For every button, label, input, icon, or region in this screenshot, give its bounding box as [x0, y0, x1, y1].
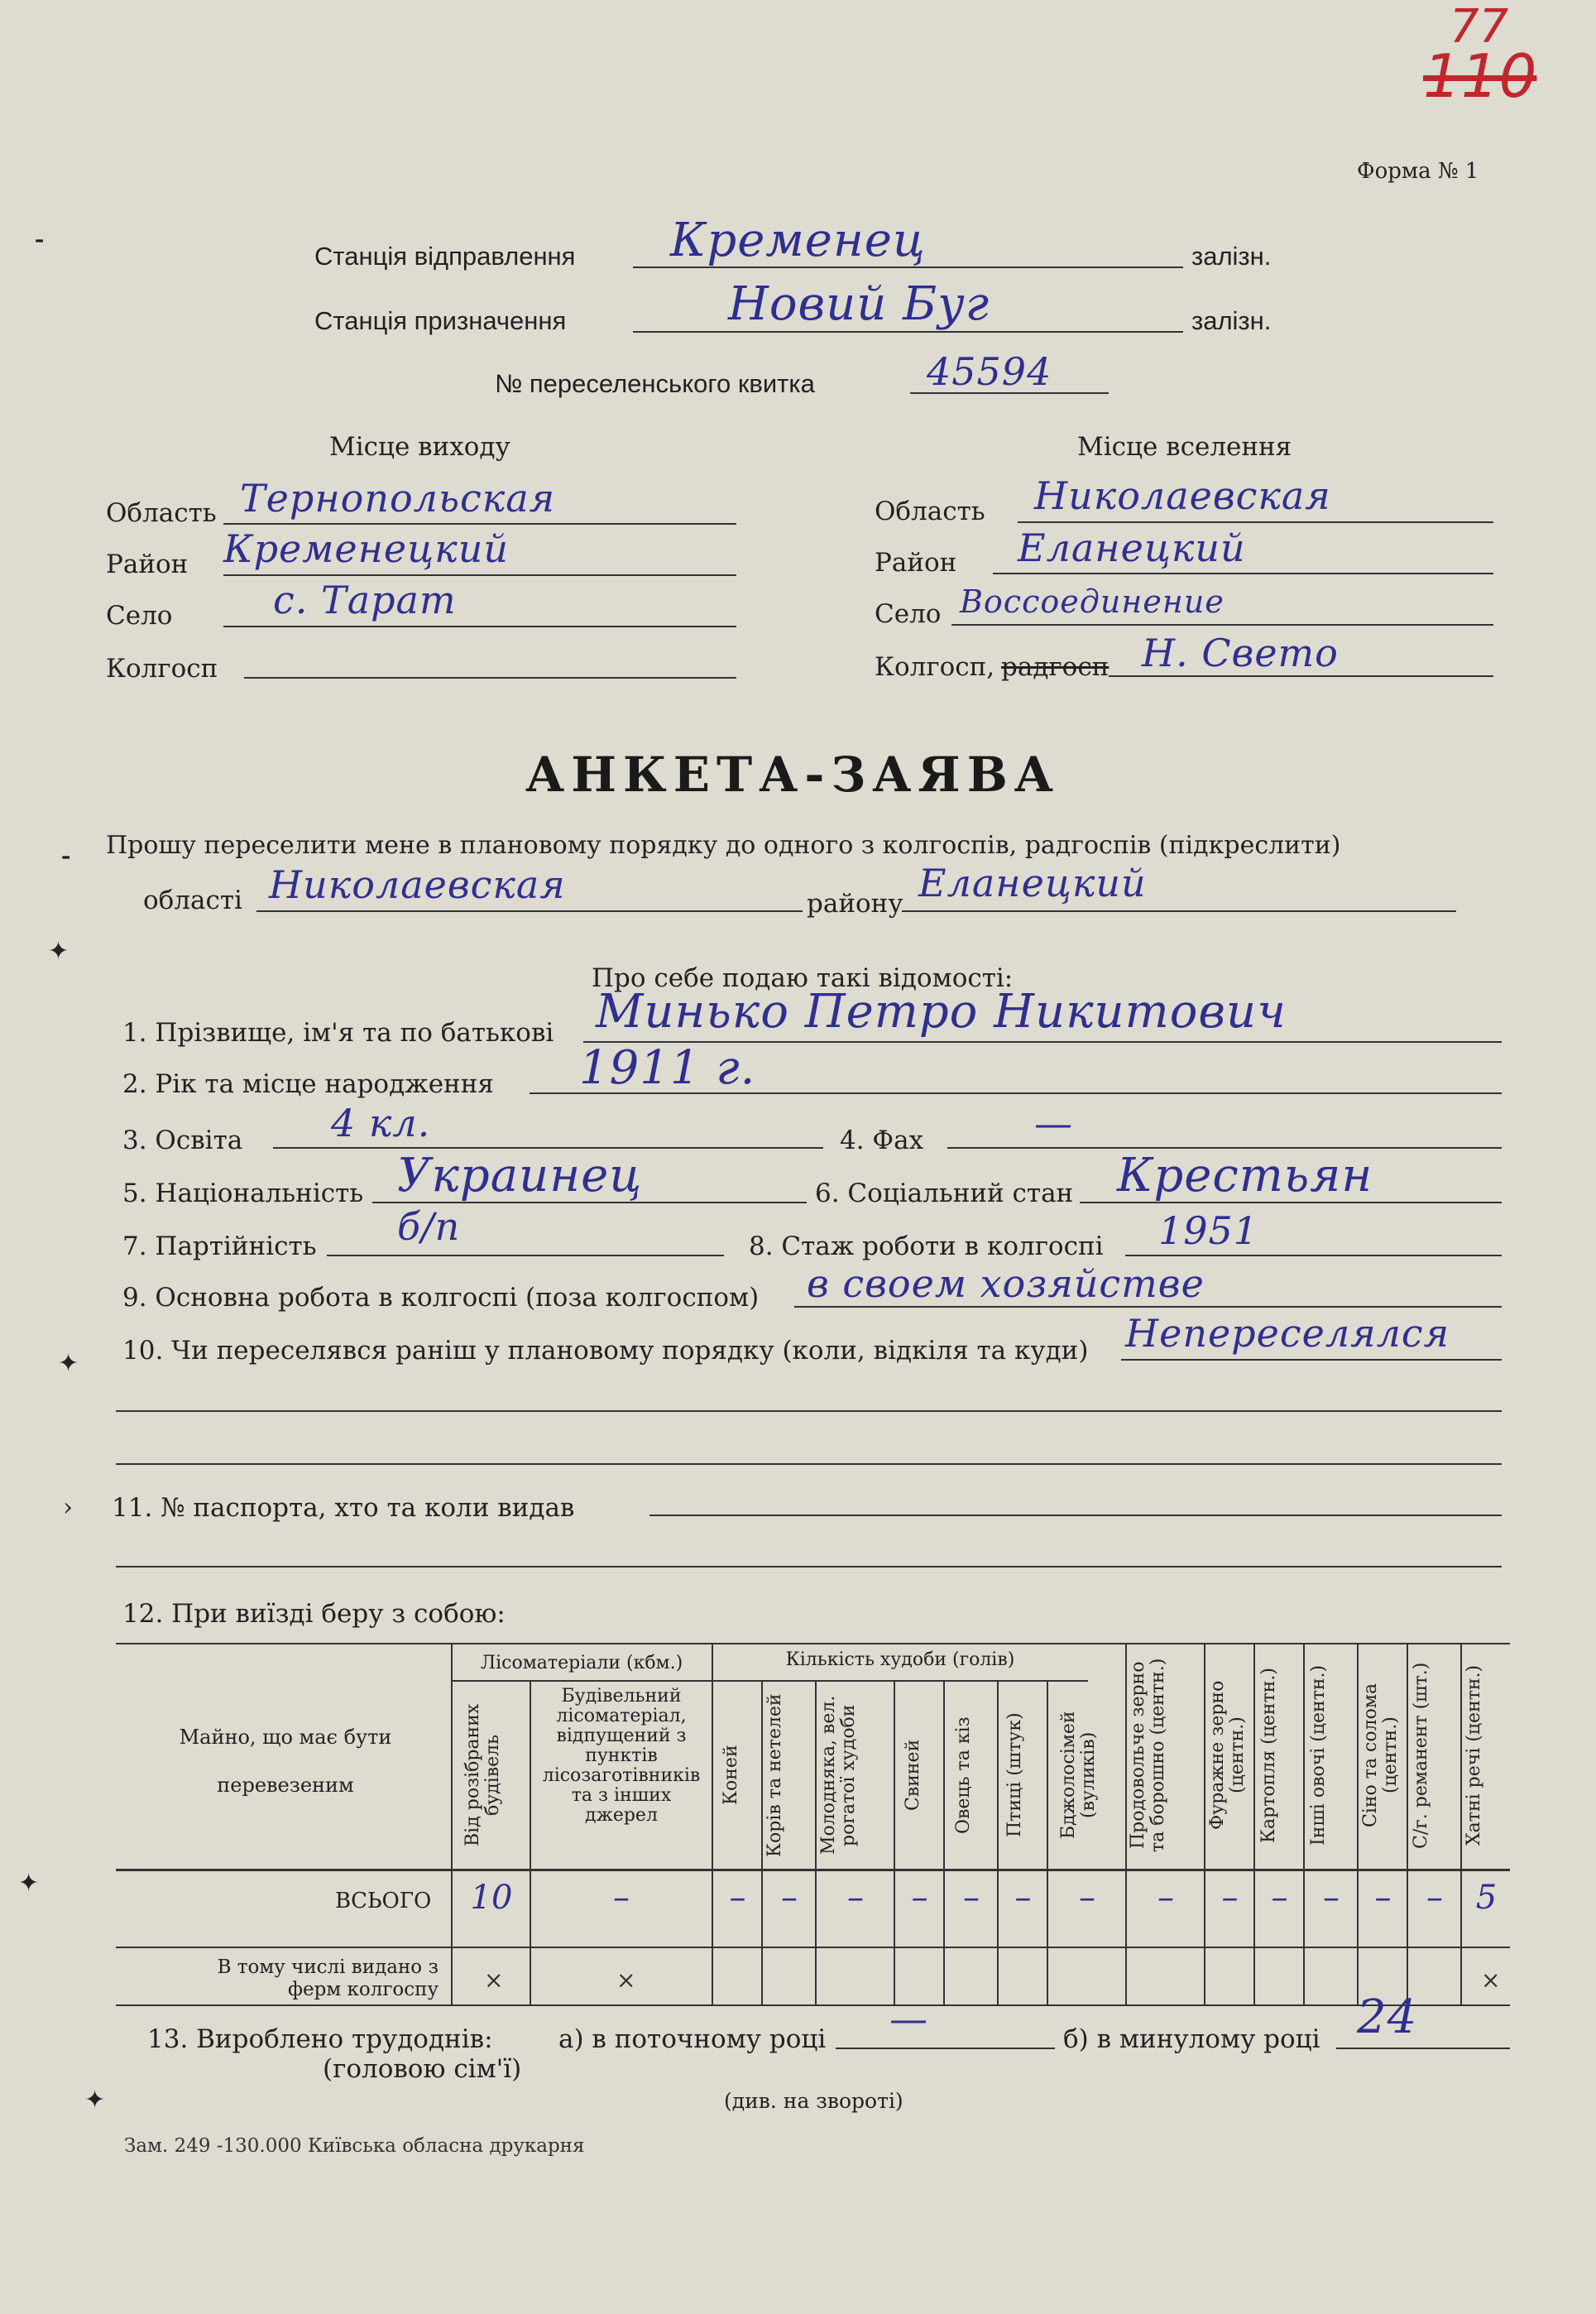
margin-mark: ✦ [18, 1869, 40, 1898]
table-total-cell: – [1079, 1879, 1095, 1917]
workdays-previous-value: 24 [1357, 1990, 1418, 2044]
table-total-cell: – [781, 1879, 798, 1917]
request-oblast-value: Николаевская [269, 862, 566, 907]
table-row-farm-label: В тому числі видано з ферм колгоспу [217, 1956, 439, 2000]
departure-station-label: Станція відправлення [314, 242, 576, 271]
table-total-cell: – [911, 1879, 928, 1917]
field-11-line [649, 1515, 1502, 1516]
origin-selo-label: Село [106, 601, 173, 631]
table-farm-cell: × [616, 1966, 636, 1994]
turn-over-note: (див. на звороті) [724, 2089, 903, 2113]
ticket-label: № переселенського квитка [495, 369, 815, 398]
table-farm-cell: × [1481, 1966, 1501, 1994]
table-vline [1460, 1643, 1462, 2004]
field-12-label: 12. При виїзді беру з собою: [122, 1599, 506, 1629]
margin-mark: ✦ [58, 1349, 79, 1378]
archive-number-crossed: 110 [1423, 41, 1537, 111]
table-total-cell: 5 [1475, 1879, 1498, 1917]
workdays-label: 13. Вироблено трудоднів: [147, 2024, 493, 2054]
table-vline [894, 1680, 895, 2004]
field-1-value: Минько Петро Никитович [596, 985, 1287, 1039]
destination-kolgosp-value: Н. Свето [1142, 631, 1339, 675]
margin-mark: › [63, 1493, 73, 1522]
field-2-label: 2. Рік та місце народження [122, 1069, 494, 1099]
table-total-cell: – [729, 1879, 746, 1917]
field-10-line [1121, 1359, 1502, 1361]
field-5-label: 5. Національність [122, 1179, 364, 1208]
request-rayon-value: Еланецкий [918, 861, 1147, 905]
table-col-14: Сіно та солома (центн.) [1360, 1683, 1401, 1828]
table-vline [1253, 1643, 1255, 2004]
field-11-line-2 [116, 1566, 1502, 1567]
table-vline [1407, 1643, 1408, 2004]
table-vline [1357, 1643, 1359, 2004]
table-header-property: Майно, що має бути перевезеним [179, 1726, 392, 1797]
destination-station-suffix: залізн. [1191, 306, 1272, 335]
table-total-cell: – [963, 1879, 980, 1917]
table-top-border [116, 1643, 1510, 1644]
table-col-8: Птиці (штук) [1004, 1712, 1025, 1838]
field-2-value: 1911 г. [579, 1041, 756, 1095]
field-7-line [327, 1255, 724, 1256]
printer-imprint: Зам. 249 -130.000 Київська обласна друкарня [124, 2135, 585, 2157]
table-total-cell: – [1323, 1879, 1340, 1917]
field-10-label: 10. Чи переселявся раніш у плановому порядку (коли, відкіля та куди) [122, 1336, 1089, 1366]
workdays-current-line [836, 2048, 1055, 2049]
table-vline [451, 1643, 453, 2004]
table-col-16: Хатні речі (центн.) [1464, 1664, 1484, 1846]
table-col-15: С/г. реманент (шт.) [1411, 1662, 1431, 1849]
ticket-value: 45594 [927, 349, 1052, 394]
destination-selo-line [951, 624, 1493, 626]
table-vline [1204, 1643, 1205, 2004]
table-total-cell: – [1374, 1879, 1392, 1917]
workdays-current-value: — [889, 1996, 928, 2041]
margin-mark: ✦ [84, 2086, 106, 2115]
origin-kolgosp-line [244, 677, 736, 679]
origin-oblast-label: Область [106, 498, 217, 528]
table-bottom-border [116, 2004, 1510, 2006]
destination-kolgosp-line [1109, 675, 1493, 677]
table-vline [1303, 1643, 1305, 2004]
table-total-cell: – [1157, 1879, 1174, 1917]
destination-kolgosp-label: Колгосп, [875, 652, 995, 682]
table-total-cell: – [1014, 1879, 1032, 1917]
table-row-divider [116, 1947, 1510, 1948]
table-vline [1125, 1643, 1127, 2004]
margin-mark: ⁃ [60, 844, 72, 873]
table-total-cell: – [613, 1879, 630, 1917]
field-8-label: 8. Стаж роботи в колгоспі [749, 1231, 1104, 1261]
table-total-cell: – [1426, 1879, 1443, 1917]
intro-text: Про себе подаю такі відомості: [592, 963, 1014, 993]
table-col-3: Коней [721, 1745, 741, 1806]
workdays-previous-label: б) в минулому році [1063, 2024, 1320, 2054]
departure-station-value: Кременец [670, 214, 926, 267]
field-10-value: Непереселялся [1125, 1311, 1450, 1356]
table-col-1: Від розібраних будівель [463, 1703, 503, 1847]
field-7-label: 7. Партійність [122, 1231, 317, 1261]
table-vline [815, 1680, 817, 2004]
field-5-value: Украинец [397, 1149, 643, 1203]
destination-oblast-value: Николаевская [1034, 473, 1331, 518]
destination-station-value: Новий Буг [728, 277, 990, 331]
request-oblast-line [256, 910, 803, 912]
workdays-sublabel: (головою сім'ї) [323, 2054, 522, 2084]
field-8-value: 1951 [1158, 1208, 1259, 1253]
field-4-label: 4. Фах [840, 1126, 924, 1155]
margin-mark: ✦ [48, 937, 69, 966]
table-vline [530, 1680, 531, 2004]
request-oblast-label: області [143, 886, 242, 915]
origin-kolgosp-label: Колгосп [106, 654, 218, 684]
table-group-timber: Лісоматеріали (кбм.) [480, 1653, 683, 1673]
table-farm-cell: × [484, 1966, 504, 1994]
field-3-label: 3. Освіта [122, 1126, 243, 1155]
origin-heading: Місце виходу [329, 432, 510, 462]
table-col-9: Бджолосімей (вуликів) [1058, 1711, 1099, 1840]
table-vline [997, 1680, 999, 2004]
field-9-label: 9. Основна робота в колгоспі (поза колгоспом) [122, 1283, 760, 1313]
field-7-value: б/п [397, 1204, 461, 1249]
workdays-previous-line [1336, 2048, 1510, 2049]
form-label: Форма № 1 [1357, 159, 1479, 184]
doc-title: АНКЕТА-ЗАЯВА [525, 747, 1060, 803]
origin-rayon-label: Район [106, 550, 189, 579]
margin-mark: ⁃ [33, 228, 46, 257]
field-6-value: Крестьян [1117, 1149, 1373, 1203]
table-group-cattle: Кількість худоби (голів) [785, 1649, 1015, 1670]
table-col-6: Свиней [903, 1739, 923, 1812]
table-group-divider [451, 1680, 1088, 1682]
request-rayon-label: району [807, 889, 903, 919]
table-header-bottom [116, 1869, 1510, 1871]
request-text: Прошу переселити мене в плановому порядку до одного з колгоспів, радгоспів (підкреслити) [106, 831, 1341, 860]
table-vline [1047, 1680, 1048, 2004]
destination-kolgosp-struck: радгосп [1001, 652, 1110, 682]
field-6-label: 6. Соціальний стан [815, 1179, 1074, 1208]
table-total-cell: – [1221, 1879, 1239, 1917]
table-col-10: Продовольче зерно та борошно (центн.) [1128, 1658, 1168, 1853]
table-row-total-label: ВСЬОГО [335, 1889, 432, 1913]
origin-oblast-value: Тернопольская [240, 476, 556, 521]
origin-rayon-value: Кременецкий [223, 526, 509, 571]
field-10-line-3 [116, 1463, 1502, 1465]
origin-selo-line [223, 626, 736, 627]
table-col-11: Фуражне зерно (центн.) [1207, 1680, 1248, 1831]
table-vline [761, 1680, 763, 2004]
destination-rayon-line [993, 573, 1493, 574]
table-total-cell: – [1271, 1879, 1288, 1917]
table-total-cell: – [847, 1879, 864, 1917]
table-col-2: Будівельний лісоматеріал, відпущений з пунктів лісозаготівників та з інших джерел [542, 1686, 701, 1826]
destination-selo-value: Воссоединение [960, 583, 1225, 620]
workdays-current-label: а) в поточному році [558, 2024, 827, 2054]
field-9-line [794, 1306, 1502, 1308]
destination-rayon-label: Район [875, 548, 957, 578]
origin-rayon-line [223, 574, 736, 576]
destination-selo-label: Село [875, 599, 942, 629]
field-9-value: в своем хозяйстве [807, 1261, 1205, 1306]
table-vline [943, 1680, 945, 2004]
destination-heading: Місце вселення [1077, 432, 1292, 462]
field-1-label: 1. Прізвище, ім'я та по батькові [122, 1018, 554, 1048]
destination-oblast-label: Область [875, 497, 985, 526]
table-col-13: Інші овочі (центн.) [1308, 1664, 1329, 1846]
destination-oblast-line [1018, 521, 1493, 523]
table-col-7: Овець та кіз [953, 1716, 974, 1834]
origin-selo-value: с. Тарат [273, 578, 457, 622]
table-col-4: Корів та нетелей [764, 1693, 785, 1857]
destination-rayon-value: Еланецкий [1018, 526, 1246, 570]
archive-number-current: 77 [1450, 0, 1509, 54]
field-4-value: — [1034, 1101, 1073, 1145]
request-rayon-line [902, 910, 1456, 912]
departure-station-suffix: залізн. [1191, 242, 1272, 271]
table-col-5: Молодняка, вел. рогатої худоби [818, 1695, 859, 1856]
field-8-line [1125, 1255, 1502, 1256]
field-3-value: 4 кл. [331, 1101, 431, 1145]
field-10-line-2 [116, 1410, 1502, 1412]
destination-station-label: Станція призначення [314, 306, 567, 335]
origin-oblast-line [223, 523, 736, 525]
field-11-label: 11. № паспорта, хто та коли видав [112, 1493, 575, 1523]
table-total-cell: 10 [470, 1879, 513, 1917]
table-col-12: Картопля (центн.) [1258, 1668, 1279, 1843]
table-vline [712, 1643, 713, 2004]
destination-station-line [633, 331, 1183, 333]
